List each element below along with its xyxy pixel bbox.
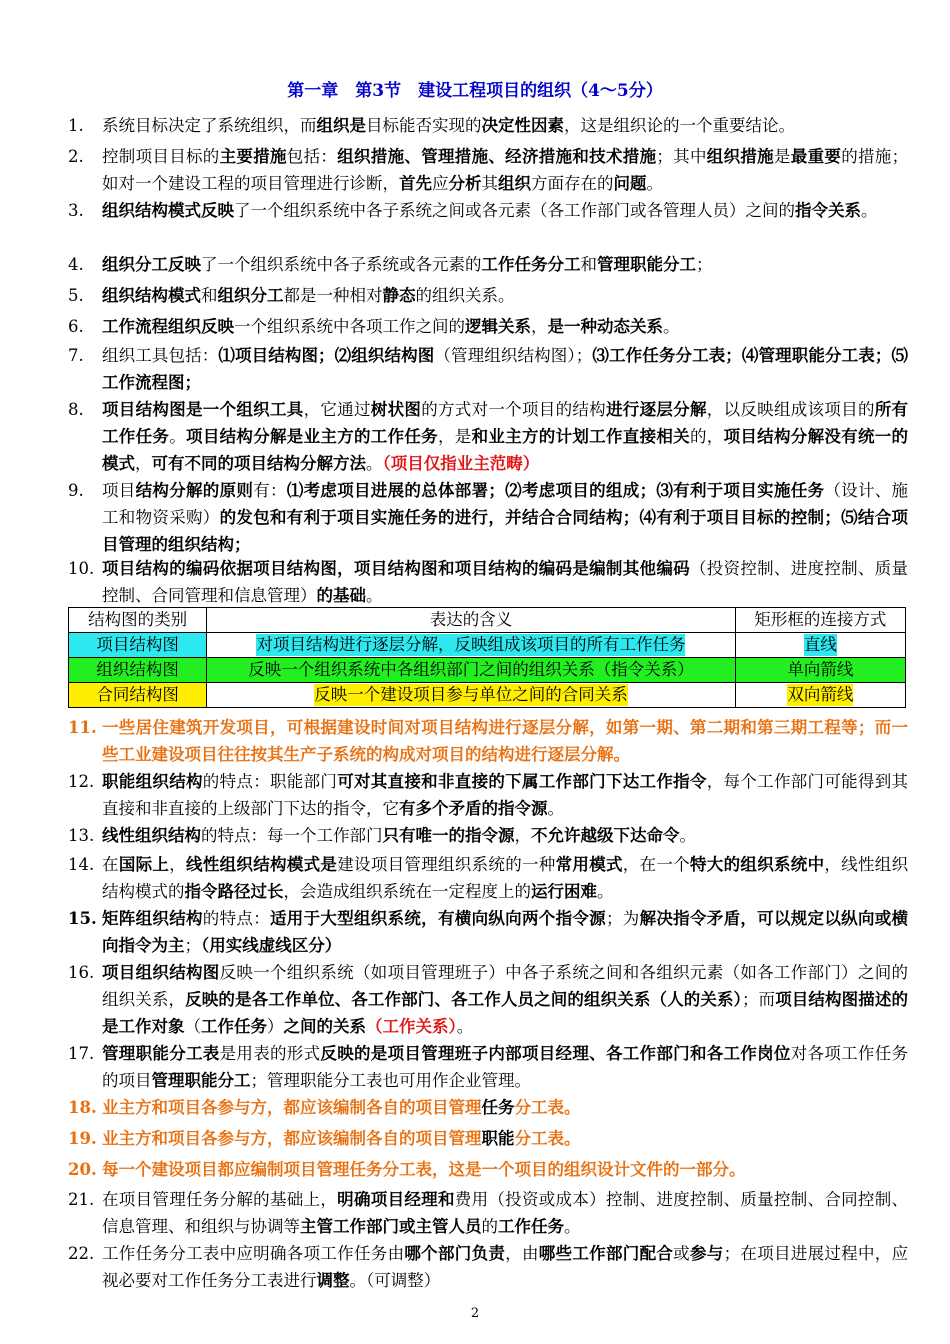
text-segment: 明确项目经理和: [337, 1190, 455, 1209]
item-text: [102, 1094, 908, 1121]
text-segment: 分工表。: [514, 1129, 581, 1148]
text-segment: ，由: [505, 1244, 539, 1263]
item-number: 8.: [68, 400, 84, 419]
page-number: 2: [470, 1306, 480, 1321]
text-segment: 项目结构分解没有统一的模式: [102, 427, 909, 473]
item-number: 5.: [68, 286, 84, 305]
section-title: 第一章 第3节 建设工程项目的组织（4～5分）: [287, 81, 663, 101]
item-text: [102, 905, 908, 959]
item-number: 3.: [68, 201, 84, 220]
text-segment: 费用（投资或成本）控制、进度控制、质量控制、合同控制、信息管理、和组织与协调等: [102, 1190, 909, 1236]
table-row: [69, 658, 906, 683]
text-segment: 。: [456, 1017, 474, 1036]
text-segment: ⑴考虑项目进展的总体部署；⑵考虑项目的组成；⑶有利于项目实施任务: [286, 481, 825, 500]
item-number: 9.: [68, 481, 84, 500]
item-number: 20.: [68, 1160, 97, 1179]
text-segment: 最重要: [790, 147, 842, 166]
text-segment: 业主方和项目各参与方，都应该编制各自的项目管理: [102, 1129, 482, 1148]
item-text: [102, 555, 908, 609]
table-header-cell: 结构图的类别: [69, 608, 207, 633]
table-cell-meaning: [207, 683, 736, 708]
text-segment: 首先: [399, 174, 432, 193]
text-segment: 和业主方的计划工作直接相关: [471, 427, 690, 446]
table-cell-meaning: 反映一个组织系统中各组织部门之间的组织关系（指令关系）: [207, 658, 736, 683]
text-segment: 运行困难: [531, 882, 597, 901]
text-segment: 哪些工作部门配合: [538, 1244, 674, 1263]
text-segment: 组织结构模式反映: [102, 201, 234, 220]
table-header-row: [69, 608, 906, 633]
text-segment: 进行逐层分解: [605, 400, 707, 419]
text-segment: 和: [201, 286, 218, 305]
list-item: [68, 1125, 908, 1152]
text-segment: 组织措施: [706, 147, 774, 166]
list-item: [68, 851, 908, 905]
text-segment: （管理组织结构图）；: [434, 346, 593, 365]
text-segment: 都是一种相对: [283, 286, 383, 305]
text-segment: ，这是组织论的一个重要结论。: [564, 116, 795, 135]
text-segment: 。: [679, 826, 696, 845]
text-segment: 有多个矛盾的指令源: [399, 799, 548, 818]
text-segment: 的方式对一个项目的结构: [421, 400, 606, 419]
text-segment: 职能组织结构: [102, 772, 203, 791]
text-segment: 对各项工作任务的项目: [102, 1044, 909, 1090]
text-segment: （投资控制、进度控制、质量控制、合同管理和信息管理）: [102, 559, 909, 605]
table-cell-meaning: [207, 633, 736, 658]
list-item: [68, 143, 908, 197]
text-segment: 线性组织结构模式是: [186, 855, 338, 874]
text-segment: 工作任务: [201, 1017, 267, 1036]
text-segment: 的，: [689, 427, 724, 446]
text-segment: 的特点：每一个工作部门: [201, 826, 383, 845]
text-segment: ；为: [605, 909, 640, 928]
table-cell-type: 合同结构图: [69, 683, 207, 708]
text-segment: 只有唯一的指令源: [382, 826, 515, 845]
highlighted-text: 反映一个建设项目参与单位之间的合同关系: [314, 685, 628, 704]
item-number: 10.: [68, 559, 95, 578]
text-segment: 系统目标决定了系统组织，而: [102, 116, 317, 135]
list-item: [68, 396, 908, 477]
text-segment: 。: [169, 427, 187, 446]
text-segment: 组织: [498, 174, 531, 193]
text-segment: 组织是: [316, 116, 366, 135]
text-segment: 组织分工反映: [102, 255, 201, 274]
text-segment: 在: [102, 855, 119, 874]
text-segment: ⑶工作任务分工表；⑷管理职能分工表；⑸工作流程图；: [102, 346, 909, 392]
list-item: [68, 905, 908, 959]
item-number: 18.: [68, 1098, 97, 1117]
text-segment: 是: [773, 147, 791, 166]
text-segment: 指令关系: [795, 201, 861, 220]
text-segment: 项目组织结构图: [102, 963, 220, 982]
item-text: [102, 1125, 908, 1152]
table-cell-connect: [735, 683, 905, 708]
list-item: [68, 1186, 908, 1240]
text-segment: 组织工具包括：: [102, 346, 219, 365]
item-text: [102, 143, 908, 197]
text-segment: 或: [673, 1244, 690, 1263]
list-item: [68, 1094, 908, 1121]
text-segment: （: [184, 1017, 201, 1036]
item-text: [102, 959, 908, 1040]
text-segment: ⑴项目结构图；⑵组织结构图: [218, 346, 435, 365]
item-number: 16.: [68, 963, 95, 982]
text-segment: 建设项目管理组织系统的一种: [337, 855, 556, 874]
list-item: [68, 1240, 908, 1294]
text-segment: 是一种动态关系: [547, 317, 663, 336]
text-segment: ，以反映组成该项目的: [706, 400, 875, 419]
text-segment: 工作流程组织反映: [102, 317, 234, 336]
text-segment: 组织措施、管理措施、经济措施和技术措施: [337, 147, 657, 166]
list-item: [68, 197, 908, 224]
text-segment: 的措施；如对一个建设工程的项目管理进行诊断，: [102, 147, 909, 193]
text-segment: 每一个建设项目都应编制项目管理任务分工表，这是一个项目的组织设计文件的一部分。: [102, 1160, 746, 1179]
item-text: [102, 251, 908, 278]
table-row: [69, 683, 906, 708]
table-cell-connect: 单向箭线: [735, 658, 905, 683]
text-segment: 静态: [382, 286, 416, 305]
list-item: [68, 1156, 908, 1183]
text-segment: （工作关系）: [366, 1017, 457, 1036]
text-segment: 了一个组织系统中各子系统之间或各元素（各工作部门或各管理人员）之间的: [234, 201, 795, 220]
item-text: [102, 282, 908, 309]
text-segment: ，它通过: [303, 400, 371, 419]
text-segment: （项目仅指业主范畴）: [382, 454, 540, 473]
text-segment: 和: [580, 255, 597, 274]
text-segment: 分析: [448, 174, 482, 193]
item-text: [102, 342, 908, 396]
text-segment: 其: [481, 174, 498, 193]
table-cell-type: 项目结构图: [69, 633, 207, 658]
text-segment: 。: [663, 317, 680, 336]
text-segment: 常用模式: [555, 855, 623, 874]
text-segment: （设计、施工和物资采购）: [102, 481, 909, 527]
text-segment: 一个组织系统中各项工作之间的: [234, 317, 465, 336]
text-segment: 在项目管理任务分解的基础上，: [102, 1190, 338, 1209]
item-text: [102, 396, 908, 477]
text-segment: 所有工作任务: [102, 400, 909, 446]
text-segment: 结构分解的原则: [135, 481, 254, 500]
text-segment: ，在一个: [622, 855, 690, 874]
text-segment: 的基础: [316, 586, 366, 605]
text-segment: 的: [481, 1217, 498, 1236]
text-segment: ；管理职能分工表也可用作企业管理。: [250, 1071, 531, 1090]
text-segment: 。: [861, 201, 878, 220]
text-segment: ，: [169, 855, 187, 874]
text-segment: 不允许越级下达命令: [531, 826, 680, 845]
text-segment: 。: [366, 586, 383, 605]
text-segment: 。（可调整）: [349, 1271, 441, 1290]
text-segment: 方面存在的: [531, 174, 614, 193]
item-text: [102, 851, 908, 905]
text-segment: 工作任务: [498, 1217, 564, 1236]
item-number: 22.: [68, 1244, 95, 1263]
text-segment: ；而: [741, 990, 776, 1009]
list-item: [68, 251, 908, 278]
text-segment: 主要措施: [219, 147, 287, 166]
text-segment: 反映的是项目管理班子内部项目经理、各工作部门和各工作岗位: [320, 1044, 791, 1063]
text-segment: （用实线虚线区分）: [201, 936, 342, 955]
text-segment: 。: [564, 1217, 581, 1236]
item-number: 2.: [68, 147, 84, 166]
text-segment: 矩阵组织结构: [102, 909, 203, 928]
text-segment: 业主方和项目各参与方，都应该编制各自的项目管理: [102, 1098, 482, 1117]
item-number: 17.: [68, 1044, 95, 1063]
item-number: 1.: [68, 116, 84, 135]
text-segment: 组织分工: [217, 286, 284, 305]
text-segment: 应: [432, 174, 449, 193]
text-segment: 参与: [689, 1244, 724, 1263]
text-segment: ，会造成组织系统在一定程度上的: [283, 882, 531, 901]
text-segment: ，每个工作部门可能得到其直接和非直接的上级部门下达的指令，它: [102, 772, 909, 818]
text-segment: 项目结构图是一个组织工具: [102, 400, 304, 419]
text-segment: 的特点：职能部门: [202, 772, 338, 791]
text-segment: 可有不同的项目结构分解方法: [151, 454, 366, 473]
text-segment: 反映一个组织系统（如项目管理班子）中各子系统之间和各组织元素（如各工作部门）之间的组织关系，: [102, 963, 909, 1009]
table-cell-connect: [735, 633, 905, 658]
text-segment: 有：: [253, 481, 287, 500]
text-segment: 管理职能分工: [597, 255, 696, 274]
text-segment: 问题: [613, 174, 647, 193]
list-item: [68, 342, 908, 396]
item-number: 11.: [68, 718, 97, 737]
list-item: [68, 768, 908, 822]
item-text: [102, 197, 908, 224]
text-segment: 主管工作部门或主管人员: [300, 1217, 482, 1236]
structure-chart-table: [68, 607, 906, 708]
item-text: [102, 313, 908, 340]
list-item: [68, 477, 908, 558]
text-segment: 。: [646, 174, 663, 193]
list-item: [68, 112, 908, 139]
item-number: 21.: [68, 1190, 95, 1209]
item-text: [102, 1040, 908, 1094]
text-segment: ；在项目进展过程中，应视必要对工作任务分工表进行: [102, 1244, 909, 1290]
table-header-cell: 表达的含义: [207, 608, 736, 633]
text-segment: 可对其直接和非直接的下属工作部门下达工作指令: [337, 772, 707, 791]
text-segment: 。: [547, 799, 564, 818]
text-segment: ，是: [437, 427, 472, 446]
text-segment: 树状图: [370, 400, 422, 419]
highlighted-text: 直线: [803, 635, 837, 654]
text-segment: 决定性因素: [481, 116, 564, 135]
text-segment: 管理职能分工: [151, 1071, 251, 1090]
text-segment: 任务: [481, 1098, 515, 1117]
item-number: 4.: [68, 255, 84, 274]
text-segment: 是用表的形式: [219, 1044, 321, 1063]
text-segment: 包括：: [286, 147, 338, 166]
item-number: 15.: [68, 909, 97, 928]
text-segment: 适用于大型组织系统，有横向纵向两个指令源: [270, 909, 606, 928]
text-segment: 之间的关系: [283, 1017, 366, 1036]
text-segment: 国际上: [118, 855, 170, 874]
text-segment: ，线性组织结构模式的: [102, 855, 909, 901]
text-segment: 工作任务分工: [481, 255, 581, 274]
text-segment: 职能: [481, 1129, 515, 1148]
text-segment: 控制项目目标的: [102, 147, 220, 166]
list-item: [68, 1040, 908, 1094]
text-segment: 项目结构分解是业主方的工作任务: [186, 427, 438, 446]
text-segment: 特大的组织系统中: [690, 855, 825, 874]
text-segment: ）: [267, 1017, 284, 1036]
list-item: [68, 555, 908, 609]
table-row: [69, 633, 906, 658]
item-text: [102, 1186, 908, 1240]
text-segment: 项目结构的编码依据项目结构图，项目结构图和项目结构的编码是编制其他编码: [102, 559, 690, 578]
list-item: [68, 822, 908, 849]
text-segment: 反映的是各工作单位、各工作部门、各工作人员之间的组织关系（人的关系）: [185, 990, 742, 1009]
list-item: [68, 313, 908, 340]
text-segment: ，: [135, 454, 152, 473]
table-header-cell: 矩形框的连接方式: [735, 608, 905, 633]
text-segment: 的组织关系。: [415, 286, 515, 305]
text-segment: ，: [531, 317, 548, 336]
item-text: [102, 1240, 908, 1294]
text-segment: 项目结构图描述的是工作对象: [102, 990, 909, 1036]
text-segment: ；: [184, 936, 201, 955]
text-segment: ；: [696, 255, 713, 274]
item-number: 14.: [68, 855, 95, 874]
text-segment: ，: [514, 826, 531, 845]
highlighted-text: 双向箭线: [787, 685, 854, 704]
item-text: [102, 1156, 908, 1183]
item-number: 13.: [68, 826, 95, 845]
item-number: 7.: [68, 346, 84, 365]
item-number: 6.: [68, 317, 84, 336]
table-cell-type: 组织结构图: [69, 658, 207, 683]
text-segment: 调整: [316, 1271, 350, 1290]
text-segment: 工作任务分工表中应明确各项工作任务由: [102, 1244, 405, 1263]
text-segment: 分工表。: [514, 1098, 581, 1117]
item-text: [102, 112, 908, 139]
text-segment: 目标能否实现的: [366, 116, 482, 135]
list-item: [68, 959, 908, 1040]
text-segment: 的特点：: [202, 909, 270, 928]
text-segment: 。: [597, 882, 614, 901]
text-segment: 管理职能分工表: [102, 1044, 220, 1063]
item-number: 19.: [68, 1129, 97, 1148]
item-text: [102, 477, 908, 558]
item-text: [102, 822, 908, 849]
text-segment: 一些居住建筑开发项目，可根据建设时间对项目结构进行逐层分解，如第一期、第二期和第三期工程等；而一些工业建设项目往往按其生产子系统的构成对项目的结构进行逐层分解。: [102, 718, 908, 764]
text-segment: 线性组织结构: [102, 826, 201, 845]
text-segment: 项目: [102, 481, 136, 500]
text-segment: 指令路径过长: [184, 882, 284, 901]
list-item: [68, 714, 908, 768]
text-segment: 。: [366, 454, 383, 473]
text-segment: 组织结构模式: [102, 286, 201, 305]
text-segment: 的发包和有利于项目实施任务的进行，并结合合同结构；⑷有利于项目目标的控制；⑸结合项目管理的组织结构；: [102, 508, 909, 554]
text-segment: 哪个部门负责: [404, 1244, 506, 1263]
text-segment: 逻辑关系: [465, 317, 531, 336]
item-number: 12.: [68, 772, 95, 791]
highlighted-text: 对项目结构进行逐层分解，反映组成该项目的所有工作任务: [256, 635, 686, 654]
text-segment: 了一个组织系统中各子系统或各元素的: [201, 255, 482, 274]
item-text: [102, 714, 908, 768]
list-item: [68, 282, 908, 309]
text-segment: 解决指令矛盾，可以规定以纵向或横向指令为主: [102, 909, 909, 955]
text-segment: ；其中: [656, 147, 707, 166]
item-text: [102, 768, 908, 822]
